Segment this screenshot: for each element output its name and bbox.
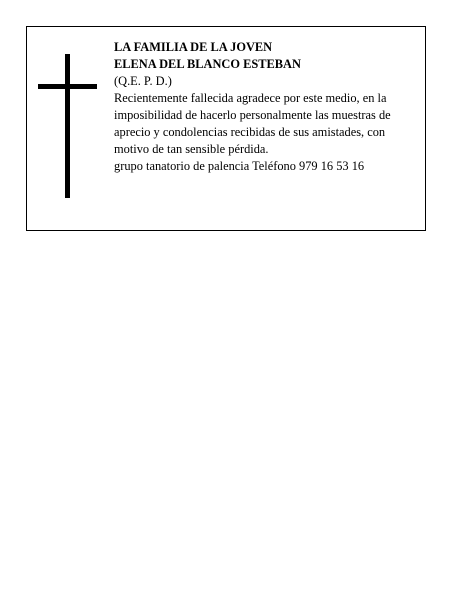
deceased-name: ELENA DEL BLANCO ESTEBAN (114, 57, 301, 71)
funeral-home-contact: grupo tanatorio de palencia Teléfono 979 16 53 16 (114, 159, 365, 173)
body-line: aprecio y condolencias recibidas de sus amistades, con (114, 125, 386, 139)
cross-vertical-bar (65, 54, 70, 198)
notice-text (114, 39, 422, 175)
family-heading: LA FAMILIA DE LA JOVEN (114, 40, 273, 54)
obituary-notice (26, 26, 426, 231)
body-line: motivo de tan sensible pérdida. (114, 142, 269, 156)
body-line: imposibilidad de hacerlo personalmente las muestras de (114, 108, 391, 122)
cross-horizontal-bar (38, 84, 97, 89)
body-line: Recientemente fallecida agradece por este medio, en la (114, 91, 387, 105)
rip-abbreviation: (Q.E. P. D.) (114, 74, 172, 88)
